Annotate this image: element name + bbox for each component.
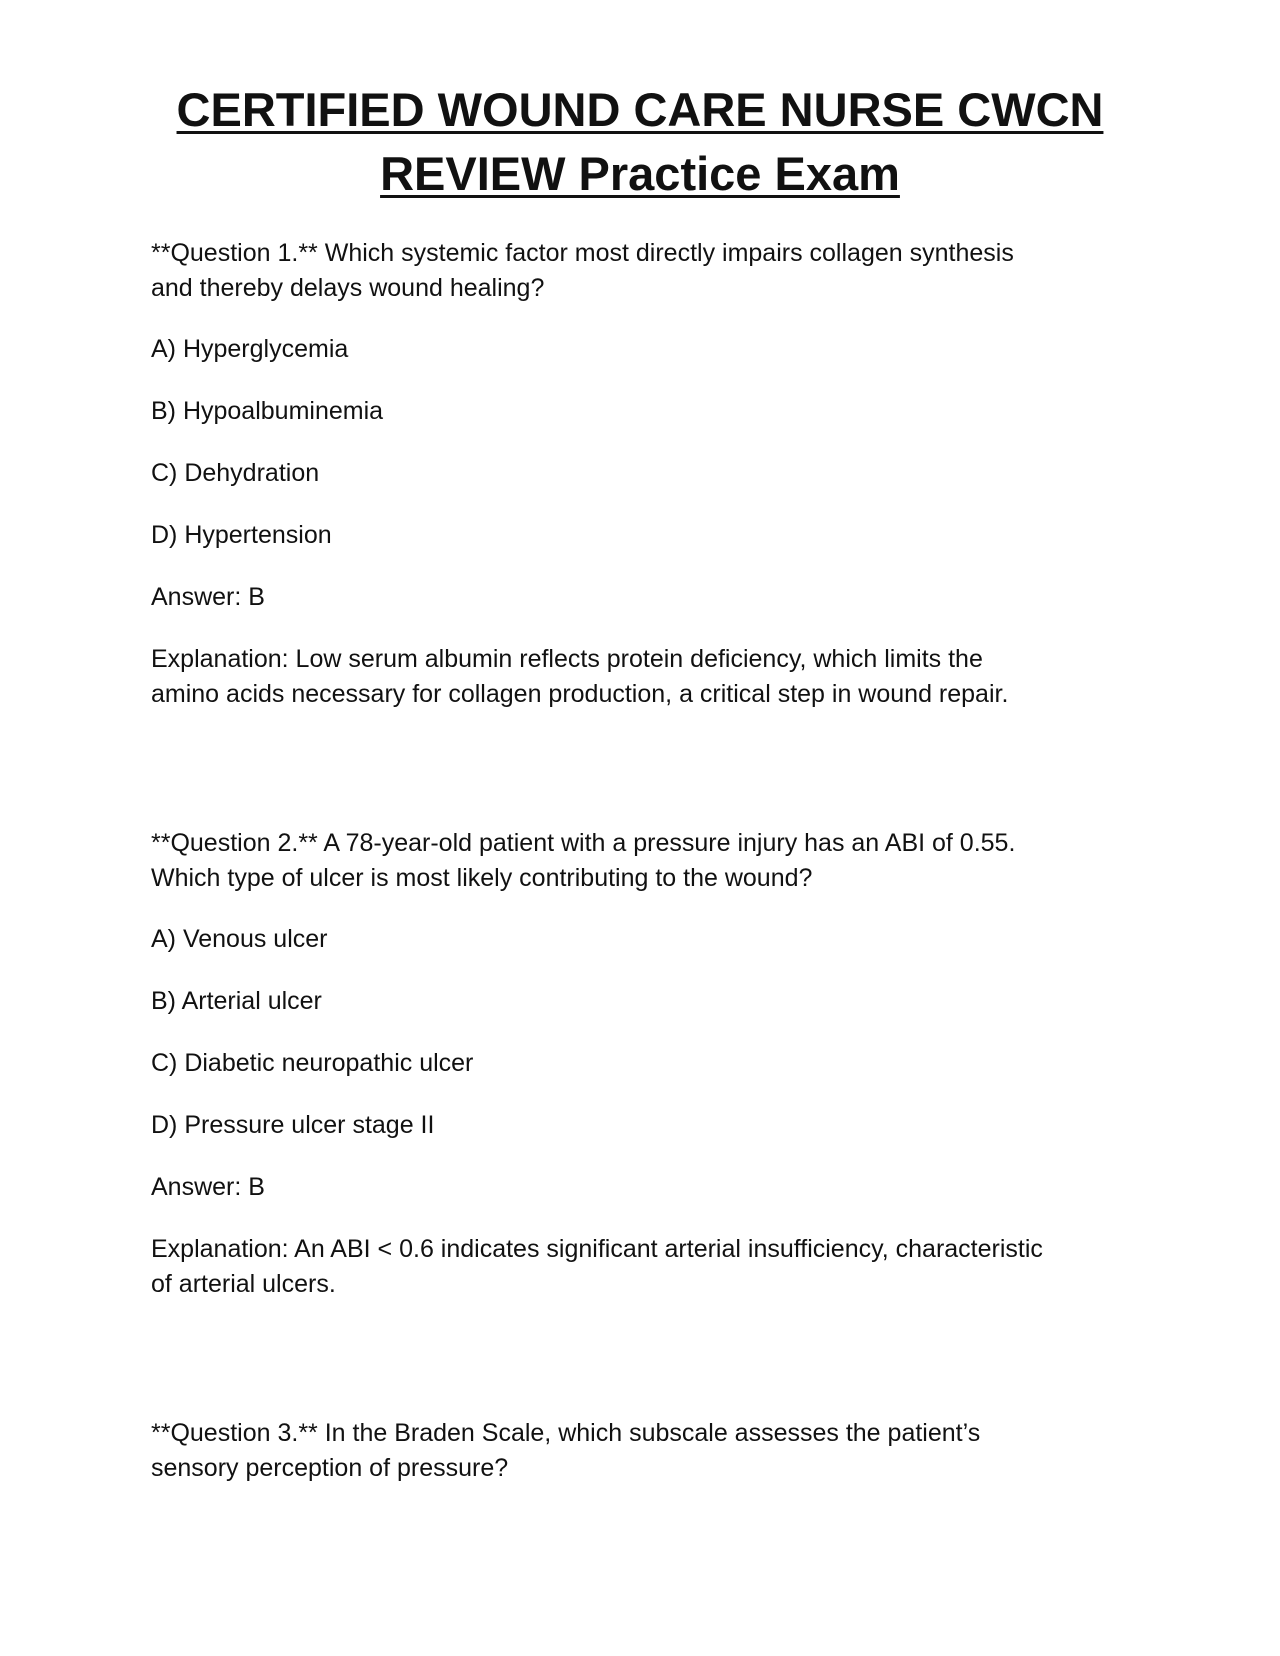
question-3-stem-line-2: sensory perception of pressure? (151, 1454, 509, 1482)
question-1-option-c: C) Dehydration (151, 459, 320, 487)
question-2-option-d: D) Pressure ulcer stage II (151, 1111, 435, 1139)
question-1-stem (151, 236, 1131, 306)
question-2-stem (151, 826, 1131, 896)
question-1-stem-line-2: and thereby delays wound healing? (151, 274, 545, 302)
question-1-option-a: A) Hyperglycemia (151, 335, 349, 363)
question-1-option-b: B) Hypoalbuminemia (151, 397, 384, 425)
question-1-explanation-line-2: amino acids necessary for collagen production, a critical step in wound repair. (151, 680, 1009, 708)
question-2-option-a: A) Venous ulcer (151, 925, 328, 953)
question-2-explanation (151, 1232, 1131, 1302)
question-3-stem (151, 1416, 1131, 1486)
question-2-stem-line-1: **Question 2.** A 78-year-old patient with a pressure injury has an ABI of 0.55. (151, 829, 1016, 857)
question-2-explanation-line-1: Explanation: An ABI < 0.6 indicates significant arterial insufficiency, characteristic (151, 1235, 1043, 1263)
question-3-stem-line-1: **Question 3.** In the Braden Scale, which subscale assesses the patient’s (151, 1419, 981, 1447)
document-title-line-1: CERTIFIED WOUND CARE NURSE CWCN (176, 83, 1104, 136)
question-1-explanation (151, 642, 1131, 712)
question-2-option-b: B) Arterial ulcer (151, 987, 322, 1015)
question-2-option-c: C) Diabetic neuropathic ulcer (151, 1049, 474, 1077)
question-2-stem-line-2: Which type of ulcer is most likely contributing to the wound? (151, 864, 813, 892)
question-1-option-d: D) Hypertension (151, 521, 332, 549)
document-title-line-2: REVIEW Practice Exam (380, 147, 900, 200)
question-2-explanation-line-2: of arterial ulcers. (151, 1270, 336, 1298)
question-1-explanation-line-1: Explanation: Low serum albumin reflects protein deficiency, which limits the (151, 645, 983, 673)
question-1-stem-line-1: **Question 1.** Which systemic factor most directly impairs collagen synthesis (151, 239, 1014, 267)
question-1-answer: Answer: B (151, 583, 265, 611)
question-2-answer: Answer: B (151, 1173, 265, 1201)
